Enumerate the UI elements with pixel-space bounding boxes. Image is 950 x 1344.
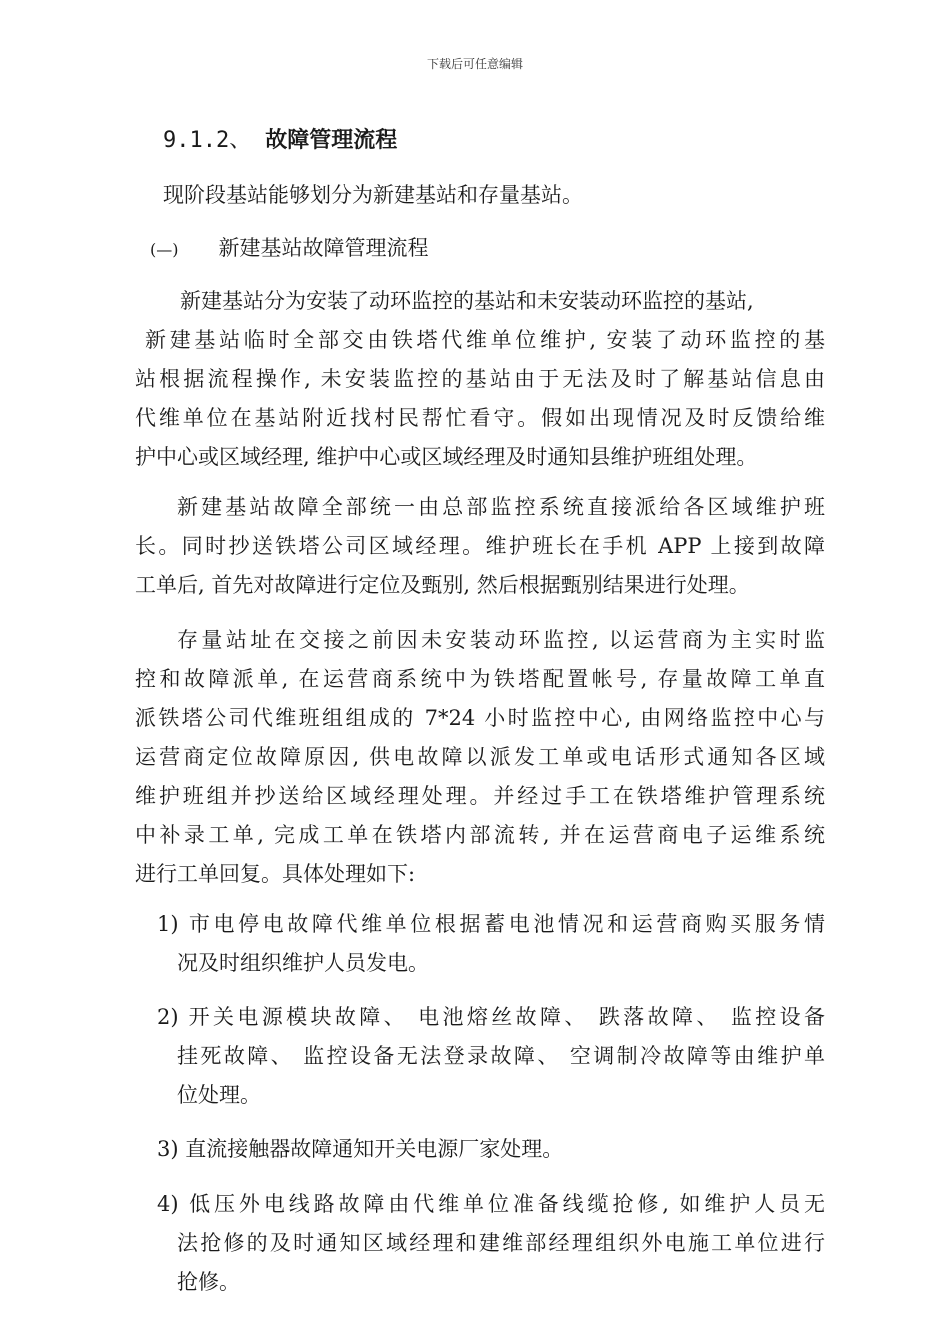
list-item bbox=[157, 998, 825, 1115]
list-item-line: 位处理。 bbox=[177, 1083, 261, 1107]
paragraph-line: 新建基站分为安装了动环监控的基站和未安装动环监控的基站, bbox=[180, 289, 754, 313]
paragraph-line: 进行工单回复。具体处理如下: bbox=[135, 862, 416, 886]
section-heading bbox=[163, 123, 397, 154]
list-item bbox=[157, 1185, 825, 1302]
paragraph-line: 工单后, 首先对故障进行定位及甄别, 然后根据甄别结果进行处理。 bbox=[135, 573, 750, 597]
section-title: 故障管理流程 bbox=[265, 127, 398, 153]
paragraph-line: 代维单位在基站附近找村民帮忙看守。假如出现情况及时反馈给维 bbox=[135, 406, 825, 430]
page-header-note: 下载后可任意编辑 bbox=[426, 57, 523, 71]
list-item-line: 1) 市电停电故障代维单位根据蓄电池情况和运营商购买服务情 bbox=[157, 912, 825, 936]
subsection-title: 新建基站故障管理流程 bbox=[218, 236, 429, 260]
paragraph-line: 护中心或区域经理, 维护中心或区域经理及时通知县维护班组处理。 bbox=[135, 445, 758, 469]
paragraph-line: 运营商定位故障原因, 供电故障以派发工单或电话形式通知各区域 bbox=[135, 745, 825, 769]
paragraph bbox=[135, 282, 825, 477]
list-item-line: 2) 开关电源模块故障、 电池熔丝故障、 跌落故障、 监控设备 bbox=[157, 1005, 825, 1029]
section-number: 9.1.2、 bbox=[163, 128, 252, 153]
paragraph bbox=[135, 621, 825, 894]
list-item-line: 4) 低压外电线路故障由代维单位准备线缆抢修, 如维护人员无 bbox=[157, 1192, 825, 1216]
paragraph-line: 新建基站临时全部交由铁塔代维单位维护, 安装了动环监控的基 bbox=[145, 328, 825, 352]
list-item-line: 法抢修的及时通知区域经理和建维部经理组织外电施工单位进行 bbox=[177, 1231, 825, 1255]
subsection-marker: (—) bbox=[150, 240, 179, 259]
list-item-line: 3) 直流接触器故障通知开关电源厂家处理。 bbox=[157, 1137, 564, 1161]
paragraph-line: 派铁塔公司代维班组组成的 7*24 小时监控中心, 由网络监控中心与 bbox=[135, 706, 825, 730]
intro-text: 现阶段基站能够划分为新建基站和存量基站。 bbox=[163, 183, 583, 207]
paragraph-line: 控和故障派单, 在运营商系统中为铁塔配置帐号, 存量故障工单直 bbox=[135, 667, 825, 691]
list-item bbox=[157, 1130, 825, 1169]
paragraph-line: 维护班组并抄送给区域经理处理。并经过手工在铁塔维护管理系统 bbox=[135, 784, 825, 808]
paragraph-line: 存量站址在交接之前因未安装动环监控, 以运营商为主实时监 bbox=[177, 628, 825, 652]
paragraph bbox=[135, 488, 825, 605]
list-item-line: 挂死故障、 监控设备无法登录故障、 空调制冷故障等由维护单 bbox=[177, 1044, 825, 1068]
subsection-heading bbox=[150, 229, 840, 269]
paragraph-line: 中补录工单, 完成工单在铁塔内部流转, 并在运营商电子运维系统 bbox=[135, 823, 825, 847]
list-item-line: 抢修。 bbox=[177, 1270, 240, 1294]
list-item-line: 况及时组织维护人员发电。 bbox=[177, 951, 429, 975]
paragraph-line: 站根据流程操作, 未安装监控的基站由于无法及时了解基站信息由 bbox=[135, 367, 825, 391]
list-item bbox=[157, 905, 825, 983]
paragraph-line: 新建基站故障全部统一由总部监控系统直接派给各区域维护班 bbox=[177, 495, 825, 519]
paragraph-line: 长。同时抄送铁塔公司区域经理。维护班长在手机 APP 上接到故障 bbox=[135, 534, 825, 558]
